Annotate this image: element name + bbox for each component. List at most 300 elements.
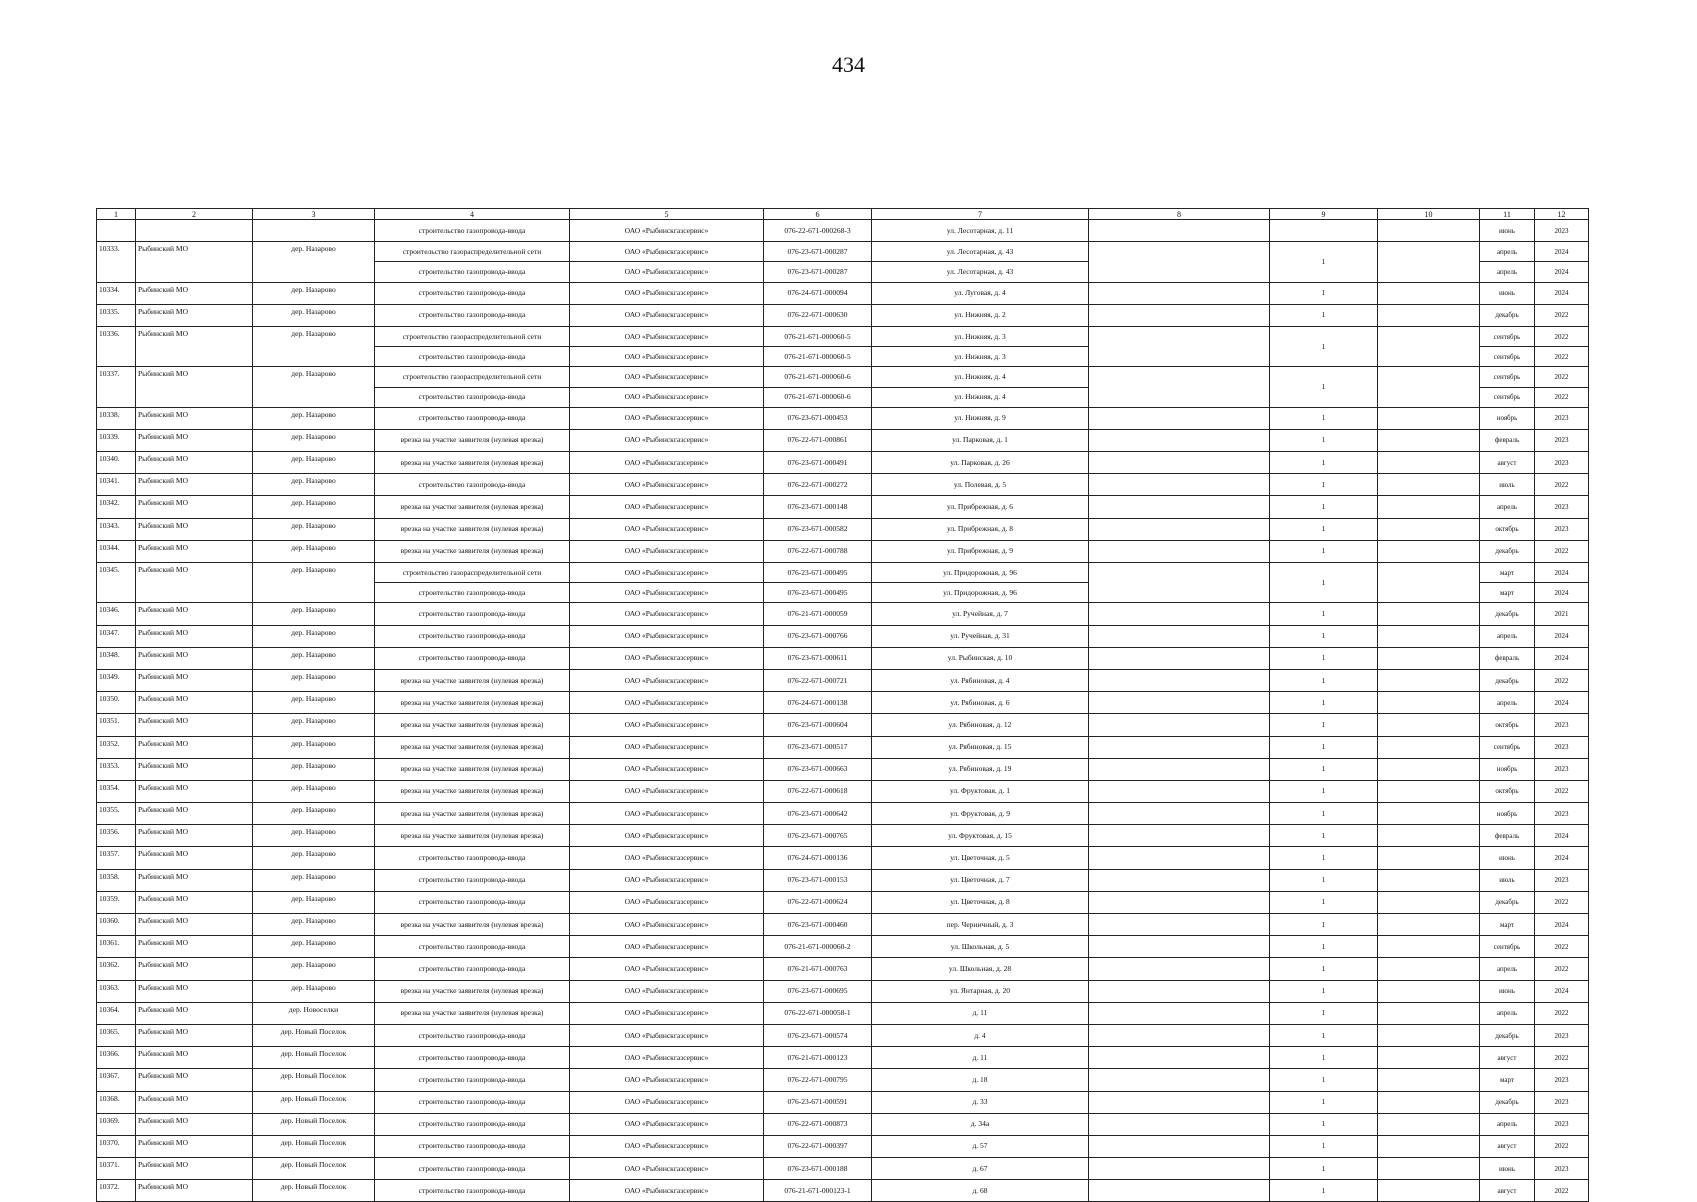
month: апрель (1480, 262, 1535, 282)
application-code: 076-23-671-000287 (764, 242, 872, 262)
column-10-value (1378, 282, 1480, 304)
month: апрель (1480, 242, 1535, 262)
column-10-value (1378, 474, 1480, 496)
column-10-value (1378, 1158, 1480, 1180)
table-row (97, 1180, 1589, 1202)
address: ул. Рябиновая, д. 4 (872, 669, 1089, 691)
municipality: Рыбинский МО (136, 563, 253, 603)
municipality: Рыбинский МО (136, 1024, 253, 1046)
organization: ОАО «Рыбинскгазсервис» (570, 914, 764, 936)
year: 2024 (1535, 647, 1589, 669)
col-header-4: 4 (375, 209, 570, 220)
municipality: Рыбинский МО (136, 714, 253, 736)
settlement: дер. Новый Поселок (253, 1113, 375, 1135)
application-code: 076-24-671-000138 (764, 692, 872, 714)
settlement: дер. Новый Поселок (253, 1047, 375, 1069)
year: 2024 (1535, 914, 1589, 936)
application-code: 076-22-671-000624 (764, 891, 872, 913)
column-10-value (1378, 758, 1480, 780)
month: февраль (1480, 825, 1535, 847)
settlement: дер. Назарово (253, 936, 375, 958)
column-10-value (1378, 220, 1480, 242)
column-8-value (1089, 304, 1270, 326)
table-row (97, 692, 1589, 714)
address: ул. Парковая, д. 26 (872, 452, 1089, 474)
organization: ОАО «Рыбинскгазсервис» (570, 496, 764, 518)
year: 2022 (1535, 891, 1589, 913)
record-number: 10354. (97, 780, 136, 802)
column-10-value (1378, 736, 1480, 758)
year: 2024 (1535, 563, 1589, 583)
work-type: строительство газопровода-ввода (375, 347, 570, 367)
table-row (97, 625, 1589, 647)
table-row (97, 540, 1589, 562)
column-10-value (1378, 891, 1480, 913)
address: д. 11 (872, 1047, 1089, 1069)
record-number: 10361. (97, 936, 136, 958)
month: август (1480, 452, 1535, 474)
work-type: врезка на участке заявителя (нулевая врезка) (375, 452, 570, 474)
year: 2023 (1535, 496, 1589, 518)
column-8-value (1089, 1158, 1270, 1180)
col-header-1: 1 (97, 209, 136, 220)
table-row (97, 714, 1589, 736)
work-type: строительство газораспределительной сети (375, 563, 570, 583)
work-type: строительство газопровода-ввода (375, 603, 570, 625)
organization: ОАО «Рыбинскгазсервис» (570, 692, 764, 714)
organization: ОАО «Рыбинскгазсервис» (570, 891, 764, 913)
application-code: 076-22-671-000268-3 (764, 220, 872, 242)
page-number: 434 (832, 52, 865, 77)
record-number: 10364. (97, 1002, 136, 1024)
column-8-value (1089, 869, 1270, 891)
organization: ОАО «Рыбинскгазсервис» (570, 429, 764, 451)
municipality: Рыбинский МО (136, 452, 253, 474)
address: ул. Цветочная, д. 5 (872, 847, 1089, 869)
organization: ОАО «Рыбинскгазсервис» (570, 367, 764, 387)
record-number: 10369. (97, 1113, 136, 1135)
work-type: строительство газопровода-ввода (375, 407, 570, 429)
table-row (97, 1158, 1589, 1180)
column-10-value (1378, 869, 1480, 891)
year: 2022 (1535, 540, 1589, 562)
municipality: Рыбинский МО (136, 914, 253, 936)
application-code: 076-22-671-000873 (764, 1113, 872, 1135)
table-row (97, 452, 1589, 474)
settlement: дер. Назарово (253, 780, 375, 802)
table-row (97, 669, 1589, 691)
month: сентябрь (1480, 936, 1535, 958)
municipality: Рыбинский МО (136, 692, 253, 714)
table-row (97, 980, 1589, 1002)
year: 2023 (1535, 1158, 1589, 1180)
organization: ОАО «Рыбинскгазсервис» (570, 347, 764, 367)
column-10-value (1378, 669, 1480, 691)
table-row (97, 1024, 1589, 1046)
record-number: 10340. (97, 452, 136, 474)
table-row (97, 758, 1589, 780)
work-type: строительство газопровода-ввода (375, 1180, 570, 1202)
year: 2022 (1535, 474, 1589, 496)
settlement: дер. Назарово (253, 714, 375, 736)
municipality: Рыбинский МО (136, 847, 253, 869)
quantity: 1 (1270, 1002, 1378, 1024)
organization: ОАО «Рыбинскгазсервис» (570, 1135, 764, 1157)
record-number: 10347. (97, 625, 136, 647)
work-type: врезка на участке заявителя (нулевая врезка) (375, 496, 570, 518)
organization: ОАО «Рыбинскгазсервис» (570, 758, 764, 780)
municipality: Рыбинский МО (136, 429, 253, 451)
organization: ОАО «Рыбинскгазсервис» (570, 262, 764, 282)
column-8-value (1089, 1091, 1270, 1113)
address: ул. Рябиновая, д. 12 (872, 714, 1089, 736)
address: ул. Школьная, д. 5 (872, 936, 1089, 958)
address: ул. Рябиновая, д. 19 (872, 758, 1089, 780)
municipality: Рыбинский МО (136, 540, 253, 562)
address: ул. Рябиновая, д. 15 (872, 736, 1089, 758)
column-8-value (1089, 1047, 1270, 1069)
municipality: Рыбинский МО (136, 736, 253, 758)
col-header-9: 9 (1270, 209, 1378, 220)
table-row (97, 242, 1589, 262)
address: д. 4 (872, 1024, 1089, 1046)
table-row (97, 518, 1589, 540)
record-number: 10367. (97, 1069, 136, 1091)
table-row (97, 407, 1589, 429)
quantity: 1 (1270, 692, 1378, 714)
column-10-value (1378, 603, 1480, 625)
organization: ОАО «Рыбинскгазсервис» (570, 1002, 764, 1024)
work-type: строительство газопровода-ввода (375, 262, 570, 282)
settlement: дер. Назарово (253, 367, 375, 407)
record-number: 10362. (97, 958, 136, 980)
table-row (97, 847, 1589, 869)
table-row (97, 1091, 1589, 1113)
column-8-value (1089, 936, 1270, 958)
settlement (253, 220, 375, 242)
settlement: дер. Новый Поселок (253, 1158, 375, 1180)
month: апрель (1480, 1113, 1535, 1135)
address: ул. Фруктовая, д. 9 (872, 803, 1089, 825)
work-type: строительство газопровода-ввода (375, 583, 570, 603)
table-row (97, 958, 1589, 980)
settlement: дер. Новый Поселок (253, 1091, 375, 1113)
record-number: 10363. (97, 980, 136, 1002)
work-type: врезка на участке заявителя (нулевая врезка) (375, 1002, 570, 1024)
organization: ОАО «Рыбинскгазсервис» (570, 736, 764, 758)
work-type: врезка на участке заявителя (нулевая врезка) (375, 692, 570, 714)
column-10-value (1378, 429, 1480, 451)
settlement: дер. Назарово (253, 914, 375, 936)
address: ул. Парковая, д. 1 (872, 429, 1089, 451)
municipality: Рыбинский МО (136, 1113, 253, 1135)
year: 2022 (1535, 958, 1589, 980)
year: 2023 (1535, 220, 1589, 242)
record-number: 10337. (97, 367, 136, 407)
application-code: 076-23-671-000287 (764, 262, 872, 282)
address: ул. Нижняя, д. 3 (872, 326, 1089, 346)
table-row (97, 326, 1589, 346)
column-8-value (1089, 625, 1270, 647)
column-8-value (1089, 282, 1270, 304)
quantity: 1 (1270, 1024, 1378, 1046)
record-number: 10342. (97, 496, 136, 518)
application-code: 076-21-671-000059 (764, 603, 872, 625)
organization: ОАО «Рыбинскгазсервис» (570, 625, 764, 647)
municipality: Рыбинский МО (136, 1158, 253, 1180)
municipality: Рыбинский МО (136, 1002, 253, 1024)
record-number: 10344. (97, 540, 136, 562)
table-row (97, 429, 1589, 451)
work-type: врезка на участке заявителя (нулевая врезка) (375, 429, 570, 451)
year: 2021 (1535, 603, 1589, 625)
quantity: 1 (1270, 1113, 1378, 1135)
municipality: Рыбинский МО (136, 625, 253, 647)
application-code: 076-23-671-000642 (764, 803, 872, 825)
municipality: Рыбинский МО (136, 603, 253, 625)
settlement: дер. Назарово (253, 429, 375, 451)
year: 2023 (1535, 1024, 1589, 1046)
municipality: Рыбинский МО (136, 1091, 253, 1113)
settlement: дер. Назарово (253, 474, 375, 496)
application-code: 076-23-671-000591 (764, 1091, 872, 1113)
settlement: дер. Назарово (253, 540, 375, 562)
settlement: дер. Назарово (253, 625, 375, 647)
column-10-value (1378, 1091, 1480, 1113)
quantity: 1 (1270, 736, 1378, 758)
municipality: Рыбинский МО (136, 1135, 253, 1157)
application-code: 076-24-671-000094 (764, 282, 872, 304)
quantity: 1 (1270, 367, 1378, 407)
address: ул. Нижняя, д. 4 (872, 367, 1089, 387)
quantity: 1 (1270, 1047, 1378, 1069)
month: август (1480, 1047, 1535, 1069)
column-8-value (1089, 914, 1270, 936)
quantity: 1 (1270, 958, 1378, 980)
municipality: Рыбинский МО (136, 669, 253, 691)
organization: ОАО «Рыбинскгазсервис» (570, 407, 764, 429)
register-table (96, 208, 1589, 1202)
quantity: 1 (1270, 407, 1378, 429)
month: декабрь (1480, 304, 1535, 326)
application-code: 076-23-671-000453 (764, 407, 872, 429)
column-8-value (1089, 780, 1270, 802)
month: ноябрь (1480, 407, 1535, 429)
municipality: Рыбинский МО (136, 958, 253, 980)
address: пер. Черничный, д. 3 (872, 914, 1089, 936)
address: ул. Нижняя, д. 4 (872, 387, 1089, 407)
column-10-value (1378, 1069, 1480, 1091)
table-row (97, 736, 1589, 758)
settlement: дер. Назарово (253, 563, 375, 603)
column-8-value (1089, 452, 1270, 474)
settlement: дер. Назарово (253, 496, 375, 518)
year: 2023 (1535, 803, 1589, 825)
municipality: Рыбинский МО (136, 758, 253, 780)
column-10-value (1378, 452, 1480, 474)
column-8-value (1089, 407, 1270, 429)
table-row (97, 936, 1589, 958)
record-number: 10335. (97, 304, 136, 326)
record-number: 10343. (97, 518, 136, 540)
municipality: Рыбинский МО (136, 980, 253, 1002)
column-8-value (1089, 847, 1270, 869)
work-type: врезка на участке заявителя (нулевая врезка) (375, 540, 570, 562)
month: июль (1480, 869, 1535, 891)
column-8-value (1089, 891, 1270, 913)
municipality: Рыбинский МО (136, 367, 253, 407)
year: 2024 (1535, 625, 1589, 647)
record-number: 10360. (97, 914, 136, 936)
record-number: 10351. (97, 714, 136, 736)
table-row (97, 869, 1589, 891)
organization: ОАО «Рыбинскгазсервис» (570, 220, 764, 242)
work-type: строительство газопровода-ввода (375, 625, 570, 647)
year: 2024 (1535, 980, 1589, 1002)
year: 2022 (1535, 669, 1589, 691)
municipality: Рыбинский МО (136, 518, 253, 540)
month: март (1480, 1069, 1535, 1091)
settlement: дер. Назарово (253, 647, 375, 669)
quantity: 1 (1270, 496, 1378, 518)
table-row (97, 803, 1589, 825)
column-10-value (1378, 692, 1480, 714)
municipality: Рыбинский МО (136, 825, 253, 847)
column-10-value (1378, 958, 1480, 980)
quantity: 1 (1270, 669, 1378, 691)
address: ул. Ручейная, д. 31 (872, 625, 1089, 647)
organization: ОАО «Рыбинскгазсервис» (570, 803, 764, 825)
work-type: врезка на участке заявителя (нулевая врезка) (375, 803, 570, 825)
month: апрель (1480, 496, 1535, 518)
organization: ОАО «Рыбинскгазсервис» (570, 563, 764, 583)
organization: ОАО «Рыбинскгазсервис» (570, 326, 764, 346)
application-code: 076-23-671-000495 (764, 563, 872, 583)
month: март (1480, 563, 1535, 583)
organization: ОАО «Рыбинскгазсервис» (570, 847, 764, 869)
month: сентябрь (1480, 387, 1535, 407)
quantity: 1 (1270, 869, 1378, 891)
column-8-value (1089, 958, 1270, 980)
year: 2024 (1535, 583, 1589, 603)
year: 2022 (1535, 347, 1589, 367)
application-code: 076-23-671-000148 (764, 496, 872, 518)
work-type: врезка на участке заявителя (нулевая врезка) (375, 714, 570, 736)
month: июль (1480, 474, 1535, 496)
organization: ОАО «Рыбинскгазсервис» (570, 980, 764, 1002)
month: декабрь (1480, 540, 1535, 562)
quantity: 1 (1270, 1069, 1378, 1091)
address: д. 68 (872, 1180, 1089, 1202)
column-10-value (1378, 647, 1480, 669)
column-10-value (1378, 625, 1480, 647)
address: ул. Нижняя, д. 2 (872, 304, 1089, 326)
col-header-2: 2 (136, 209, 253, 220)
column-8-value (1089, 603, 1270, 625)
column-10-value (1378, 540, 1480, 562)
month: сентябрь (1480, 736, 1535, 758)
settlement: дер. Назарово (253, 669, 375, 691)
table-row (97, 825, 1589, 847)
quantity: 1 (1270, 282, 1378, 304)
address: ул. Цветочная, д. 7 (872, 869, 1089, 891)
quantity: 1 (1270, 1158, 1378, 1180)
municipality: Рыбинский МО (136, 869, 253, 891)
column-10-value (1378, 980, 1480, 1002)
application-code: 076-23-671-000604 (764, 714, 872, 736)
column-10-value (1378, 304, 1480, 326)
municipality: Рыбинский МО (136, 304, 253, 326)
address: д. 57 (872, 1135, 1089, 1157)
municipality: Рыбинский МО (136, 1069, 253, 1091)
work-type: строительство газопровода-ввода (375, 958, 570, 980)
settlement: дер. Назарово (253, 803, 375, 825)
record-number: 10345. (97, 563, 136, 603)
organization: ОАО «Рыбинскгазсервис» (570, 603, 764, 625)
work-type: строительство газопровода-ввода (375, 1135, 570, 1157)
municipality: Рыбинский МО (136, 803, 253, 825)
table-row (97, 220, 1589, 242)
organization: ОАО «Рыбинскгазсервис» (570, 242, 764, 262)
settlement: дер. Назарово (253, 603, 375, 625)
municipality: Рыбинский МО (136, 936, 253, 958)
quantity: 1 (1270, 326, 1378, 366)
table-row (97, 1047, 1589, 1069)
work-type: строительство газопровода-ввода (375, 282, 570, 304)
record-number: 10355. (97, 803, 136, 825)
column-10-value (1378, 407, 1480, 429)
record-number (97, 220, 136, 242)
record-number: 10349. (97, 669, 136, 691)
year: 2022 (1535, 1180, 1589, 1202)
column-10-value (1378, 1024, 1480, 1046)
quantity: 1 (1270, 847, 1378, 869)
column-8-value (1089, 1069, 1270, 1091)
quantity: 1 (1270, 647, 1378, 669)
quantity: 1 (1270, 780, 1378, 802)
municipality: Рыбинский МО (136, 326, 253, 366)
address: ул. Ручейная, д. 7 (872, 603, 1089, 625)
application-code: 076-22-671-000721 (764, 669, 872, 691)
quantity: 1 (1270, 1180, 1378, 1202)
application-code: 076-23-671-000495 (764, 583, 872, 603)
record-number: 10339. (97, 429, 136, 451)
work-type: строительство газопровода-ввода (375, 1024, 570, 1046)
settlement: дер. Назарово (253, 326, 375, 366)
application-code: 076-23-671-000460 (764, 914, 872, 936)
month: август (1480, 1135, 1535, 1157)
month: ноябрь (1480, 803, 1535, 825)
table-row (97, 603, 1589, 625)
quantity: 1 (1270, 980, 1378, 1002)
application-code: 076-21-671-000060-6 (764, 387, 872, 407)
work-type: врезка на участке заявителя (нулевая врезка) (375, 825, 570, 847)
settlement: дер. Назарово (253, 452, 375, 474)
column-8-value (1089, 1135, 1270, 1157)
address: ул. Полевая, д. 5 (872, 474, 1089, 496)
year: 2023 (1535, 452, 1589, 474)
month: июнь (1480, 220, 1535, 242)
column-8-value (1089, 326, 1270, 366)
column-10-value (1378, 714, 1480, 736)
work-type: врезка на участке заявителя (нулевая врезка) (375, 518, 570, 540)
quantity: 1 (1270, 625, 1378, 647)
column-10-value (1378, 936, 1480, 958)
column-8-value (1089, 803, 1270, 825)
application-code: 076-23-671-000695 (764, 980, 872, 1002)
record-number: 10346. (97, 603, 136, 625)
column-10-value (1378, 242, 1480, 282)
